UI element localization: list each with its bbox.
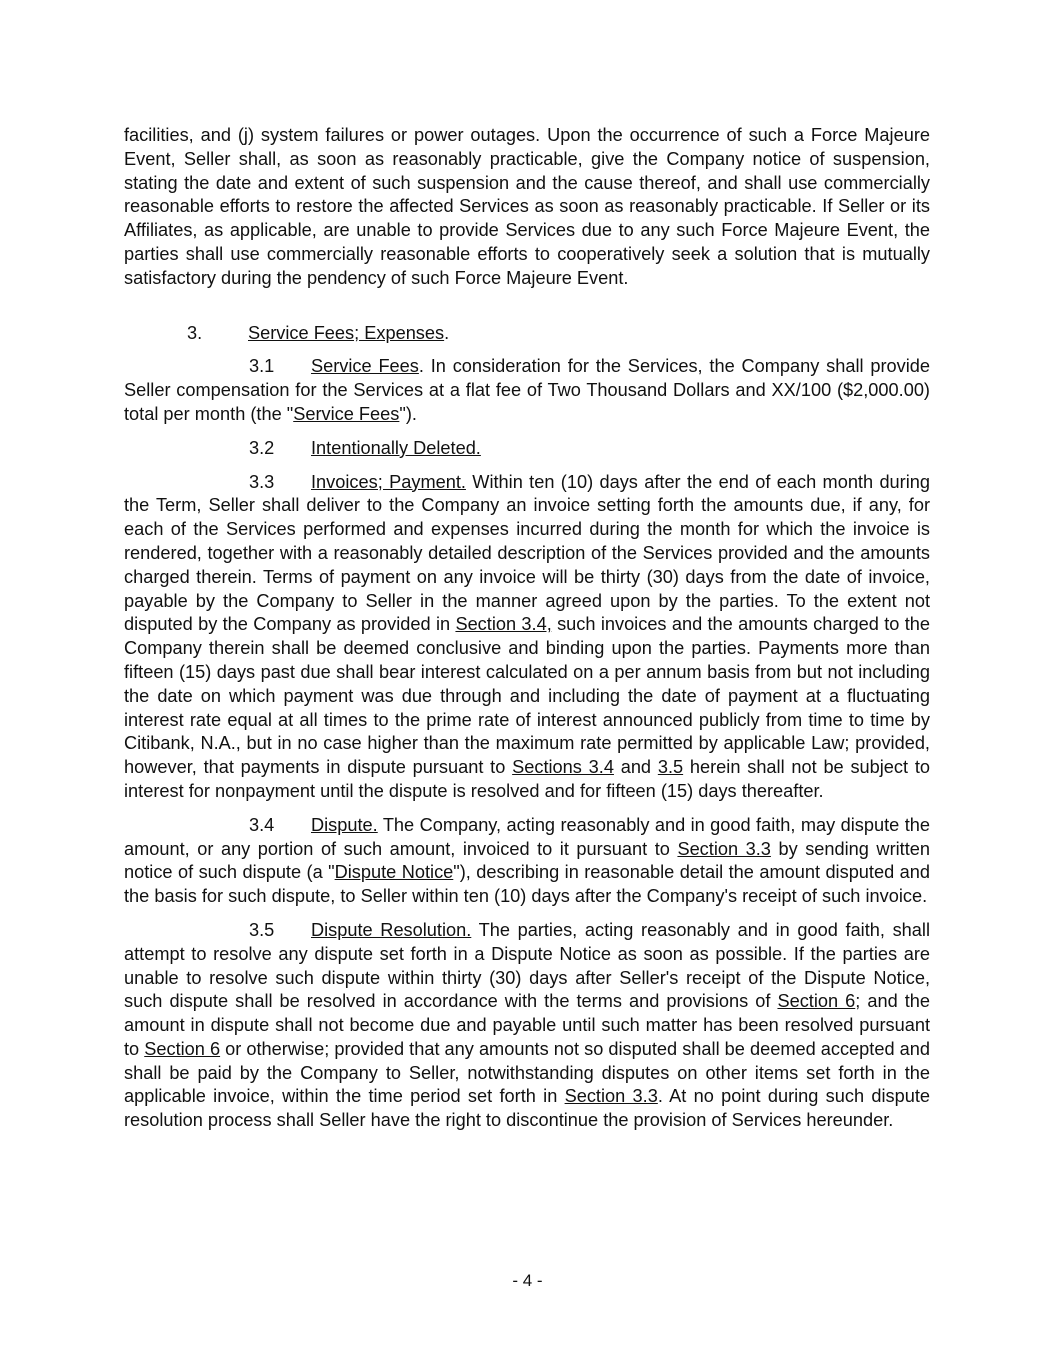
ref-section-6-b: Section 6	[144, 1038, 221, 1059]
section-3-5-text-2: ; and the amount in dispute shall not become due and payable until such matter has been resolved pursuant to	[124, 991, 930, 1059]
document-page	[124, 124, 930, 1133]
ref-3-5: 3.5	[657, 757, 684, 778]
dispute-notice-term: Dispute Notice	[334, 862, 454, 883]
section-3-heading	[124, 322, 930, 346]
section-3-4-number: 3.4	[249, 814, 275, 835]
section-3-5-paragraph	[124, 919, 930, 1133]
section-3-1-number: 3.1	[249, 356, 275, 377]
section-3-2-paragraph	[124, 437, 930, 461]
section-3-1-text: . In consideration for the Services, the Company shall provide Seller compensation for the Services at a flat fee of Two Thousand Dollars and XX/100 ($2,000.00) total per month (the "	[124, 356, 930, 424]
section-3-3-text-4: herein shall not be subject to interest for nonpayment until the dispute is resolved and for fifteen (15) days thereafter.	[124, 757, 931, 801]
section-3-5-text-3: or otherwise; provided that any amounts not so disputed shall be deemed accepted and shall be paid by the Company to Seller, notwithstanding disputes on other items set forth in the applicable invoice, within the time period set forth in	[124, 1038, 930, 1107]
section-3-4-text: The Company, acting reasonably and in good faith, may dispute the amount, or any portion of such amount, invoiced to it pursuant to	[124, 814, 930, 859]
section-3-title: Service Fees; Expenses	[248, 322, 445, 343]
section-3-4-heading: Dispute.	[311, 814, 378, 835]
section-3-5-number: 3.5	[249, 919, 275, 940]
section-3-3-text-3: and	[613, 757, 658, 778]
section-3-4-text-2: by sending written notice of such dispute (a "	[124, 838, 930, 883]
section-3-4-text-3: "), describing in reasonable detail the amount disputed and the basis for such dispute, to Seller within ten (10) days after the Company's receipt of such invoice.	[124, 862, 930, 907]
section-3-2-heading: Intentionally Deleted.	[311, 437, 481, 458]
ref-section-3-3-b: Section 3.3	[564, 1086, 658, 1107]
ref-section-6-a: Section 6	[777, 991, 856, 1012]
service-fees-term: Service Fees	[293, 403, 400, 424]
section-3-title-end: .	[444, 322, 450, 343]
ref-sections-3-4: Sections 3.4	[512, 757, 614, 778]
section-3-2-number: 3.2	[249, 437, 275, 458]
section-3-3-number: 3.3	[249, 471, 275, 492]
ref-section-3-3: Section 3.3	[677, 838, 771, 859]
section-3-1-heading: Service Fees	[311, 356, 419, 377]
section-3-3-heading: Invoices; Payment.	[311, 471, 466, 492]
section-3-5-text-4: . At no point during such dispute resolution process shall Seller have the right to discontinue the provision of Services hereunder.	[124, 1086, 931, 1131]
ref-section-3-4: Section 3.4,	[455, 614, 552, 635]
section-3-4-paragraph	[124, 814, 930, 909]
force-majeure-paragraph	[124, 124, 930, 291]
section-3-number: 3.	[187, 322, 203, 343]
section-3-5-heading: Dispute Resolution.	[311, 919, 472, 940]
force-majeure-text: facilities, and (j) system failures or power outages. Upon the occurrence of such a Force Majeure Event, Seller shall, as soon as reasonably practicable, give the Company notice of suspension, stating the date and extent of such suspension and the cause thereof, and shall use commercially reasonable efforts to restore the affected Services as soon as reasonably practicable. If Seller or its Affiliates, as applicable, are unable to provide Services due to any such Force Majeure Event, the parties shall use commercially reasonable efforts to cooperatively seek a solution that is mutually satisfactory during the pendency of such Force Majeure Event.	[124, 125, 930, 288]
section-3-1-paragraph	[124, 355, 930, 426]
section-3-5-text: The parties, acting reasonably and in good faith, shall attempt to resolve any dispute set forth in a Dispute Notice as soon as possible. If the parties are unable to resolve such dispute within thirty (30) days after Seller's receipt of the Dispute Notice, such dispute shall be resolved in accordance with the terms and provisions of	[124, 919, 930, 1012]
section-3-3-paragraph	[124, 471, 930, 804]
section-3-1-text-end: ").	[399, 403, 417, 424]
page-number: - 4 -	[512, 1271, 543, 1290]
section-3-3-text-2: such invoices and the amounts charged to the Company therein shall be deemed conclusive and binding upon the parties. Payments more than fifteen (15) days past due shall bear interest calculated on a per annum basis from but not including the date on which payment was due through and including the date of payment at a fluctuating interest rate equal at all times to the prime rate of interest announced publicly from time to time by Citibank, N.A., but in no case higher than the maximum rate permitted by applicable Law; provided, however, that payments in dispute pursuant to	[124, 614, 930, 778]
section-3-3-text: Within ten (10) days after the end of each month during the Term, Seller shall deliver to the Company an invoice setting forth the amounts due, if any, for each of the Services performed and expenses incurred during the month for which the invoice is rendered, together with a reasonably detailed description of the Services provided and the amounts charged therein. Terms of payment on any invoice will be thirty (30) days from the date of invoice, payable by the Company to Seller in the manner agreed upon by the parties. To the extent not disputed by the Company as provided in	[124, 471, 930, 635]
